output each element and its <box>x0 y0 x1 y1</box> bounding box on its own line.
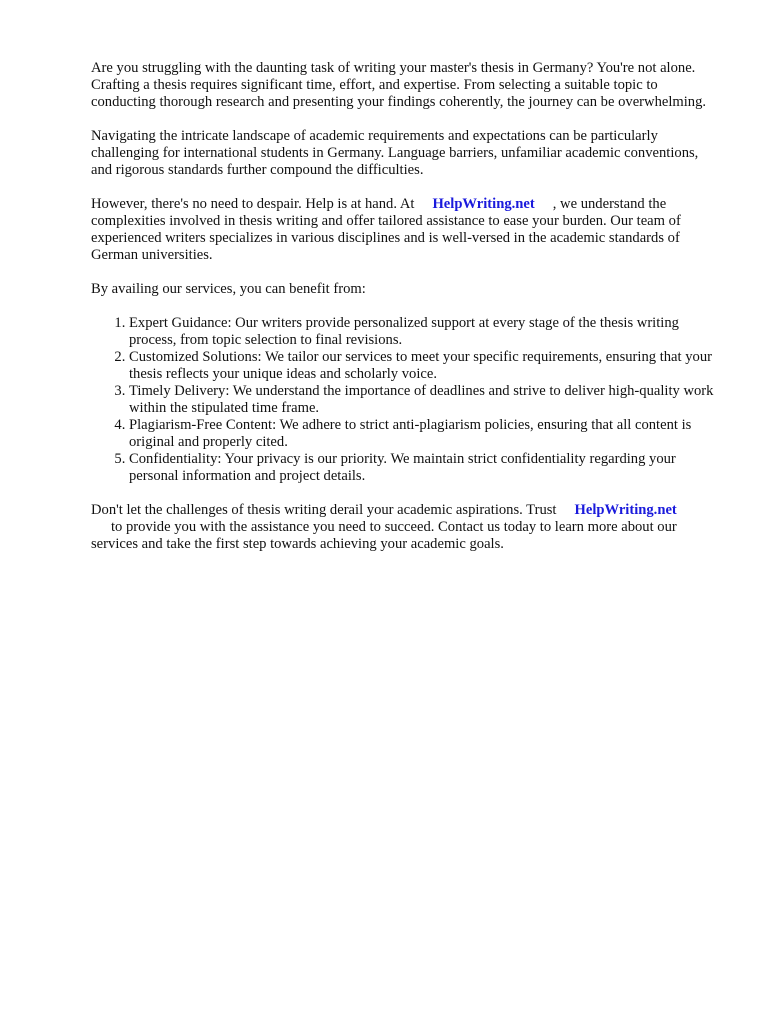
help-paragraph-lead: However, there's no need to despair. Help is at hand. At <box>91 196 415 212</box>
help-paragraph-rest: , we understand the complexities involved in thesis writing and offer tailored assistance to ease your burden. Our team of experienced writers specializes in various disciplines and is well-versed in the academic standards of German universities. <box>91 196 681 263</box>
benefits-list <box>91 315 723 485</box>
list-item: 5. Confidentiality: Your privacy is our priority. We maintain strict confidentiality regarding your personal information and project details. <box>129 451 723 485</box>
closing-paragraph <box>91 502 723 553</box>
challenges-paragraph: Navigating the intricate landscape of academic requirements and expectations can be particularly challenging for international students in Germany. Language barriers, unfamiliar academic conventions, and rigorous standards further compound the difficulties. <box>91 128 699 178</box>
helpwriting-link[interactable]: HelpWriting.net <box>432 196 535 212</box>
closing-paragraph-rest: to provide you with the assistance you need to succeed. Contact us today to learn more about our services and take the first step towards achieving your academic goals. <box>91 519 677 552</box>
help-paragraph <box>91 196 723 264</box>
list-item: 4. Plagiarism-Free Content: We adhere to strict anti-plagiarism policies, ensuring that all content is original and properly cited. <box>129 417 723 451</box>
benefits-intro: By availing our services, you can benefit from: <box>91 281 366 297</box>
document-page <box>91 60 723 570</box>
list-item: 3. Timely Delivery: We understand the importance of deadlines and strive to deliver high-quality work within the stipulated time frame. <box>129 383 723 417</box>
helpwriting-link-closing[interactable]: HelpWriting.net <box>574 502 677 518</box>
list-item: 2. Customized Solutions: We tailor our services to meet your specific requirements, ensuring that your thesis reflects your unique ideas and scholarly voice. <box>129 349 723 383</box>
closing-paragraph-lead: Don't let the challenges of thesis writing derail your academic aspirations. Trust <box>91 502 557 518</box>
list-item: 1. Expert Guidance: Our writers provide personalized support at every stage of the thesis writing process, from topic selection to final revisions. <box>129 315 723 349</box>
intro-paragraph: Are you struggling with the daunting task of writing your master's thesis in Germany? You're not alone. Crafting a thesis requires significant time, effort, and expertise. From selecting a suitable topic to conducting thorough research and presenting your findings coherently, the journey can be overwhelming. <box>91 60 707 110</box>
